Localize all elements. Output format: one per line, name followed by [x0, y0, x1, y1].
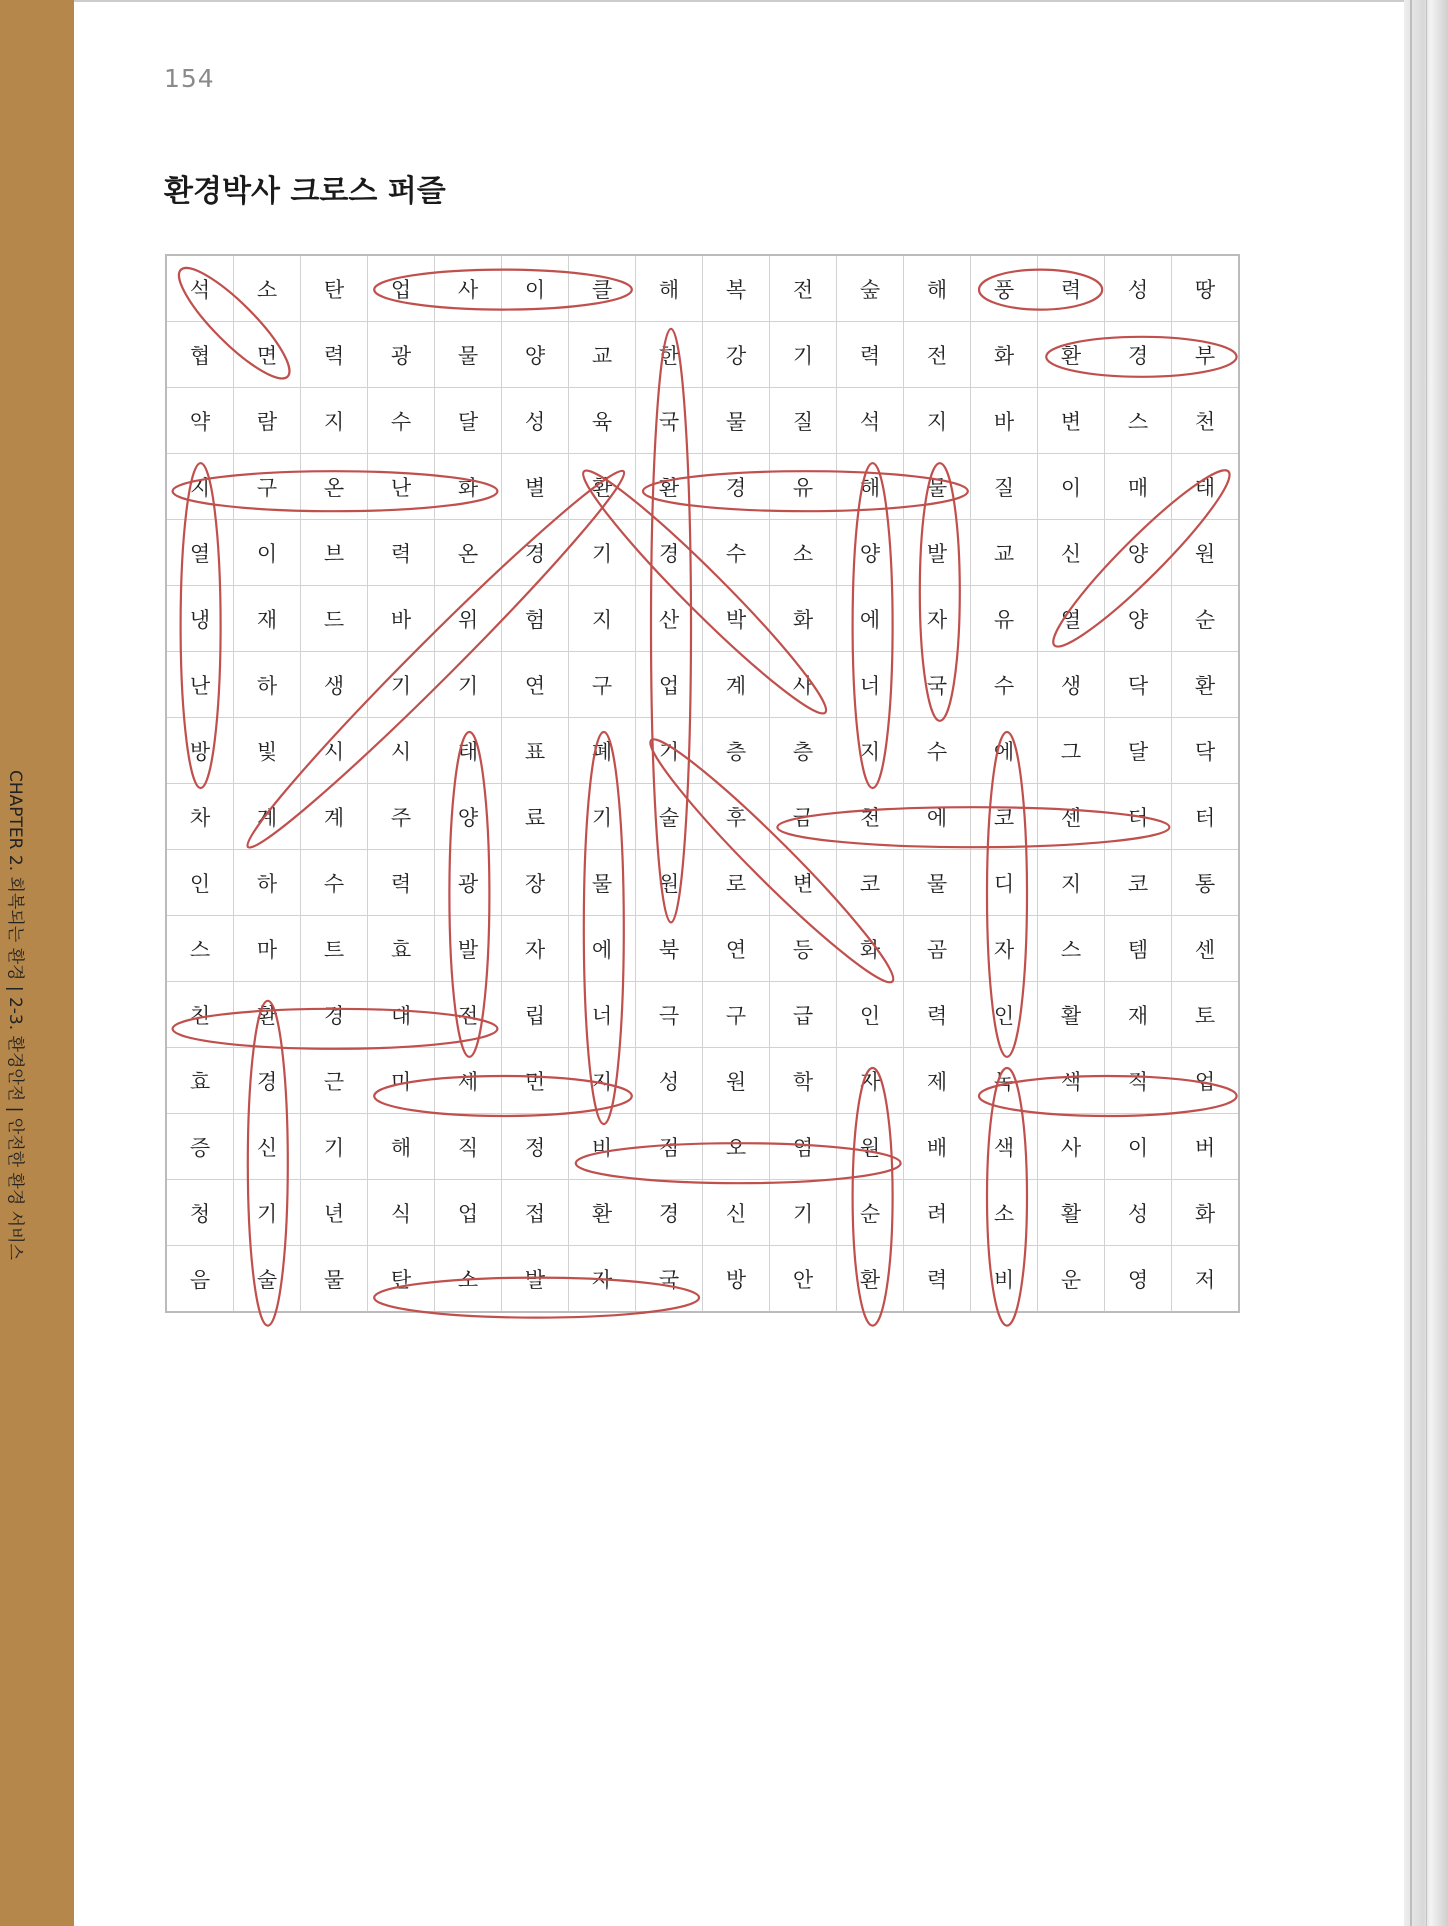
grid-cell: 오 [703, 1114, 770, 1180]
grid-cell: 력 [904, 1246, 971, 1313]
grid-cell: 지 [301, 388, 368, 454]
grid-cell: 기 [569, 520, 636, 586]
grid-cell: 구 [234, 454, 301, 520]
grid-cell: 트 [301, 916, 368, 982]
grid-cell: 전 [770, 255, 837, 322]
grid-cell: 발 [502, 1246, 569, 1313]
chapter-label [5, 770, 44, 1310]
grid-cell: 숲 [837, 255, 904, 322]
grid-cell: 활 [1038, 982, 1105, 1048]
grid-cell: 기 [234, 1180, 301, 1246]
grid-cell: 성 [636, 1048, 703, 1114]
grid-cell: 제 [904, 1048, 971, 1114]
grid-cell: 협 [166, 322, 234, 388]
grid-cell: 력 [301, 322, 368, 388]
grid-cell: 화 [770, 586, 837, 652]
grid-cell: 물 [904, 850, 971, 916]
grid-cell: 이 [1038, 454, 1105, 520]
grid-cell: 영 [1105, 1246, 1172, 1313]
grid-cell: 비 [971, 1246, 1038, 1313]
grid-cell: 계 [301, 784, 368, 850]
grid-row [166, 1048, 1239, 1114]
page-stack-edge [1404, 0, 1448, 1926]
grid-cell: 술 [234, 1246, 301, 1313]
grid-cell: 립 [502, 982, 569, 1048]
grid-cell: 하 [234, 652, 301, 718]
grid-cell: 그 [1038, 718, 1105, 784]
grid-cell: 계 [234, 784, 301, 850]
grid-cell: 천 [837, 784, 904, 850]
grid-cell: 난 [368, 454, 435, 520]
grid-cell: 경 [502, 520, 569, 586]
grid-cell: 물 [569, 850, 636, 916]
grid-cell: 재 [1105, 982, 1172, 1048]
grid-cell: 해 [636, 255, 703, 322]
grid-row [166, 255, 1239, 322]
grid-row [166, 652, 1239, 718]
grid-cell: 경 [703, 454, 770, 520]
grid-cell: 지 [166, 454, 234, 520]
grid-cell: 시 [368, 718, 435, 784]
grid-cell: 후 [703, 784, 770, 850]
grid-cell: 생 [1038, 652, 1105, 718]
grid-cell: 신 [234, 1114, 301, 1180]
grid-cell: 탄 [301, 255, 368, 322]
grid-cell: 업 [1172, 1048, 1240, 1114]
grid-cell: 운 [1038, 1246, 1105, 1313]
grid-cell: 전 [435, 982, 502, 1048]
grid-cell: 터 [1172, 784, 1240, 850]
grid-cell: 장 [502, 850, 569, 916]
grid-cell: 양 [1105, 520, 1172, 586]
grid-cell: 물 [904, 454, 971, 520]
grid-cell: 자 [837, 1048, 904, 1114]
page-top-border [74, 0, 1404, 2]
grid-cell: 방 [703, 1246, 770, 1313]
grid-cell: 지 [904, 388, 971, 454]
grid-cell: 경 [636, 1180, 703, 1246]
grid-cell: 강 [703, 322, 770, 388]
grid-cell: 기 [636, 718, 703, 784]
grid-cell: 복 [703, 255, 770, 322]
grid-cell: 마 [234, 916, 301, 982]
grid-row [166, 916, 1239, 982]
grid-cell: 미 [368, 1048, 435, 1114]
grid-cell: 환 [636, 454, 703, 520]
grid-cell: 양 [502, 322, 569, 388]
grid-cell: 신 [1038, 520, 1105, 586]
grid-row [166, 982, 1239, 1048]
grid-cell: 클 [569, 255, 636, 322]
grid-cell: 에 [837, 586, 904, 652]
grid-cell: 약 [166, 388, 234, 454]
grid-row [166, 322, 1239, 388]
grid-cell: 환 [569, 1180, 636, 1246]
grid-cell: 교 [971, 520, 1038, 586]
grid-cell: 원 [837, 1114, 904, 1180]
grid-cell: 산 [636, 586, 703, 652]
grid-cell: 구 [703, 982, 770, 1048]
grid-cell: 위 [435, 586, 502, 652]
grid-cell: 하 [234, 850, 301, 916]
grid-cell: 코 [1105, 850, 1172, 916]
page-title: 환경박사 크로스 퍼즐 [164, 174, 446, 209]
grid-cell: 소 [971, 1180, 1038, 1246]
grid-cell: 드 [301, 586, 368, 652]
grid-cell: 업 [636, 652, 703, 718]
grid-cell: 별 [502, 454, 569, 520]
grid-cell: 로 [703, 850, 770, 916]
grid-cell: 기 [368, 652, 435, 718]
grid-cell: 자 [502, 916, 569, 982]
grid-cell: 지 [569, 1048, 636, 1114]
grid-cell: 곰 [904, 916, 971, 982]
grid-cell: 템 [1105, 916, 1172, 982]
grid-cell: 탄 [368, 1246, 435, 1313]
grid-cell: 센 [1172, 916, 1240, 982]
grid-cell: 기 [569, 784, 636, 850]
grid-cell: 효 [368, 916, 435, 982]
grid-row [166, 1114, 1239, 1180]
grid-cell: 부 [1172, 322, 1240, 388]
grid-cell: 인 [837, 982, 904, 1048]
grid-cell: 코 [971, 784, 1038, 850]
grid-cell: 수 [301, 850, 368, 916]
grid-cell: 해 [837, 454, 904, 520]
grid-cell: 물 [435, 322, 502, 388]
grid-cell: 달 [435, 388, 502, 454]
grid-cell: 닥 [1105, 652, 1172, 718]
grid-cell: 안 [770, 1246, 837, 1313]
grid-cell: 근 [301, 1048, 368, 1114]
grid-cell: 태 [1172, 454, 1240, 520]
grid-cell: 원 [636, 850, 703, 916]
grid-cell: 소 [770, 520, 837, 586]
grid-cell: 열 [166, 520, 234, 586]
grid-cell: 에 [569, 916, 636, 982]
grid-cell: 대 [368, 982, 435, 1048]
grid-row [166, 1246, 1239, 1313]
grid-cell: 활 [1038, 1180, 1105, 1246]
grid-cell: 성 [1105, 255, 1172, 322]
grid-cell: 땅 [1172, 255, 1240, 322]
grid-cell: 너 [837, 652, 904, 718]
grid-cell: 색 [971, 1114, 1038, 1180]
grid-cell: 센 [1038, 784, 1105, 850]
grid-cell: 브 [301, 520, 368, 586]
grid-cell: 성 [502, 388, 569, 454]
grid-cell: 바 [368, 586, 435, 652]
page-number: 154 [164, 64, 215, 93]
grid-cell: 등 [770, 916, 837, 982]
grid-cell: 코 [837, 850, 904, 916]
grid-cell: 에 [971, 718, 1038, 784]
grid-cell: 박 [703, 586, 770, 652]
grid-cell: 기 [770, 1180, 837, 1246]
grid-cell: 발 [904, 520, 971, 586]
grid-cell: 경 [1105, 322, 1172, 388]
grid-cell: 성 [1105, 1180, 1172, 1246]
grid-cell: 수 [703, 520, 770, 586]
grid-cell: 토 [1172, 982, 1240, 1048]
grid-cell: 주 [368, 784, 435, 850]
grid-cell: 한 [636, 322, 703, 388]
grid-cell: 원 [703, 1048, 770, 1114]
grid-cell: 이 [1105, 1114, 1172, 1180]
grid-cell: 온 [435, 520, 502, 586]
grid-cell: 버 [1172, 1114, 1240, 1180]
grid-cell: 변 [1038, 388, 1105, 454]
grid-cell: 력 [368, 850, 435, 916]
grid-cell: 질 [770, 388, 837, 454]
grid-cell: 소 [234, 255, 301, 322]
letter-grid [165, 254, 1240, 1313]
grid-cell: 년 [301, 1180, 368, 1246]
grid-row [166, 454, 1239, 520]
grid-cell: 수 [971, 652, 1038, 718]
grid-cell: 력 [368, 520, 435, 586]
grid-cell: 사 [435, 255, 502, 322]
grid-cell: 환 [1172, 652, 1240, 718]
grid-cell: 업 [368, 255, 435, 322]
grid-cell: 경 [234, 1048, 301, 1114]
grid-cell: 염 [770, 1114, 837, 1180]
grid-cell: 환 [837, 1246, 904, 1313]
grid-cell: 유 [770, 454, 837, 520]
grid-cell: 석 [166, 255, 234, 322]
grid-cell: 순 [837, 1180, 904, 1246]
grid-row [166, 784, 1239, 850]
grid-cell: 녹 [971, 1048, 1038, 1114]
grid-cell: 유 [971, 586, 1038, 652]
grid-cell: 풍 [971, 255, 1038, 322]
grid-cell: 환 [1038, 322, 1105, 388]
grid-cell: 화 [435, 454, 502, 520]
grid-cell: 수 [368, 388, 435, 454]
grid-cell: 물 [703, 388, 770, 454]
grid-cell: 비 [569, 1114, 636, 1180]
grid-cell: 력 [904, 982, 971, 1048]
grid-cell: 에 [904, 784, 971, 850]
word-search-puzzle [165, 254, 1242, 1329]
grid-cell: 기 [301, 1114, 368, 1180]
grid-row [166, 520, 1239, 586]
grid-cell: 저 [1172, 1246, 1240, 1313]
grid-cell: 통 [1172, 850, 1240, 916]
grid-cell: 시 [301, 718, 368, 784]
grid-cell: 연 [502, 652, 569, 718]
grid-cell: 질 [971, 454, 1038, 520]
grid-cell: 양 [435, 784, 502, 850]
grid-row [166, 388, 1239, 454]
grid-cell: 음 [166, 1246, 234, 1313]
grid-cell: 양 [1105, 586, 1172, 652]
grid-cell: 먼 [502, 1048, 569, 1114]
grid-cell: 석 [837, 388, 904, 454]
grid-cell: 육 [569, 388, 636, 454]
grid-cell: 재 [234, 586, 301, 652]
grid-cell: 정 [502, 1114, 569, 1180]
grid-cell: 순 [1172, 586, 1240, 652]
grid-cell: 람 [234, 388, 301, 454]
grid-cell: 국 [636, 1246, 703, 1313]
grid-cell: 층 [703, 718, 770, 784]
grid-cell: 양 [837, 520, 904, 586]
grid-cell: 화 [1172, 1180, 1240, 1246]
grid-cell: 계 [703, 652, 770, 718]
grid-cell: 발 [435, 916, 502, 982]
grid-cell: 인 [971, 982, 1038, 1048]
grid-row [166, 586, 1239, 652]
grid-cell: 기 [770, 322, 837, 388]
grid-cell: 층 [770, 718, 837, 784]
grid-cell: 북 [636, 916, 703, 982]
grid-cell: 신 [703, 1180, 770, 1246]
grid-cell: 스 [1038, 916, 1105, 982]
grid-cell: 달 [1105, 718, 1172, 784]
grid-cell: 사 [1038, 1114, 1105, 1180]
grid-cell: 광 [368, 322, 435, 388]
grid-cell: 빛 [234, 718, 301, 784]
grid-cell: 효 [166, 1048, 234, 1114]
grid-cell: 금 [770, 784, 837, 850]
grid-cell: 디 [971, 850, 1038, 916]
grid-cell: 환 [234, 982, 301, 1048]
grid-cell: 물 [301, 1246, 368, 1313]
grid-row [166, 718, 1239, 784]
grid-cell: 급 [770, 982, 837, 1048]
grid-cell: 광 [435, 850, 502, 916]
grid-cell: 사 [770, 652, 837, 718]
grid-cell: 화 [971, 322, 1038, 388]
grid-cell: 점 [636, 1114, 703, 1180]
grid-cell: 극 [636, 982, 703, 1048]
grid-cell: 면 [234, 322, 301, 388]
grid-cell: 기 [435, 652, 502, 718]
grid-cell: 색 [1038, 1048, 1105, 1114]
grid-cell: 환 [569, 454, 636, 520]
grid-cell: 직 [435, 1114, 502, 1180]
grid-cell: 표 [502, 718, 569, 784]
grid-cell: 식 [368, 1180, 435, 1246]
grid-cell: 수 [904, 718, 971, 784]
grid-cell: 직 [1105, 1048, 1172, 1114]
grid-cell: 난 [166, 652, 234, 718]
grid-cell: 자 [971, 916, 1038, 982]
grid-cell: 국 [636, 388, 703, 454]
grid-cell: 교 [569, 322, 636, 388]
grid-cell: 구 [569, 652, 636, 718]
grid-cell: 연 [703, 916, 770, 982]
grid-cell: 학 [770, 1048, 837, 1114]
grid-cell: 냉 [166, 586, 234, 652]
grid-cell: 려 [904, 1180, 971, 1246]
grid-row [166, 850, 1239, 916]
grid-cell: 경 [301, 982, 368, 1048]
grid-cell: 자 [904, 586, 971, 652]
grid-cell: 배 [904, 1114, 971, 1180]
grid-cell: 폐 [569, 718, 636, 784]
grid-cell: 력 [837, 322, 904, 388]
grid-cell: 친 [166, 982, 234, 1048]
grid-cell: 청 [166, 1180, 234, 1246]
grid-cell: 접 [502, 1180, 569, 1246]
grid-cell: 전 [904, 322, 971, 388]
grid-cell: 증 [166, 1114, 234, 1180]
grid-cell: 력 [1038, 255, 1105, 322]
grid-cell: 지 [569, 586, 636, 652]
grid-cell: 태 [435, 718, 502, 784]
grid-cell: 생 [301, 652, 368, 718]
grid-cell: 천 [1172, 388, 1240, 454]
grid-cell: 화 [837, 916, 904, 982]
grid-cell: 해 [904, 255, 971, 322]
grid-cell: 지 [837, 718, 904, 784]
grid-cell: 술 [636, 784, 703, 850]
grid-cell: 매 [1105, 454, 1172, 520]
grid-cell: 해 [368, 1114, 435, 1180]
grid-cell: 소 [435, 1246, 502, 1313]
grid-cell: 이 [234, 520, 301, 586]
grid-cell: 경 [636, 520, 703, 586]
grid-cell: 스 [1105, 388, 1172, 454]
grid-cell: 세 [435, 1048, 502, 1114]
grid-cell: 닥 [1172, 718, 1240, 784]
grid-row [166, 1180, 1239, 1246]
grid-cell: 원 [1172, 520, 1240, 586]
grid-cell: 바 [971, 388, 1038, 454]
grid-cell: 방 [166, 718, 234, 784]
grid-cell: 너 [569, 982, 636, 1048]
grid-cell: 지 [1038, 850, 1105, 916]
grid-cell: 변 [770, 850, 837, 916]
grid-cell: 이 [502, 255, 569, 322]
grid-cell: 차 [166, 784, 234, 850]
grid-cell: 험 [502, 586, 569, 652]
grid-cell: 온 [301, 454, 368, 520]
grid-cell: 터 [1105, 784, 1172, 850]
chapter-label-text: CHAPTER 2. 회복되는 환경 | 2-3. 환경안전 | 안전한 환경 서비스 [5, 770, 25, 1260]
grid-cell: 업 [435, 1180, 502, 1246]
grid-cell: 인 [166, 850, 234, 916]
grid-cell: 료 [502, 784, 569, 850]
grid-cell: 국 [904, 652, 971, 718]
grid-cell: 스 [166, 916, 234, 982]
grid-cell: 자 [569, 1246, 636, 1313]
grid-cell: 열 [1038, 586, 1105, 652]
